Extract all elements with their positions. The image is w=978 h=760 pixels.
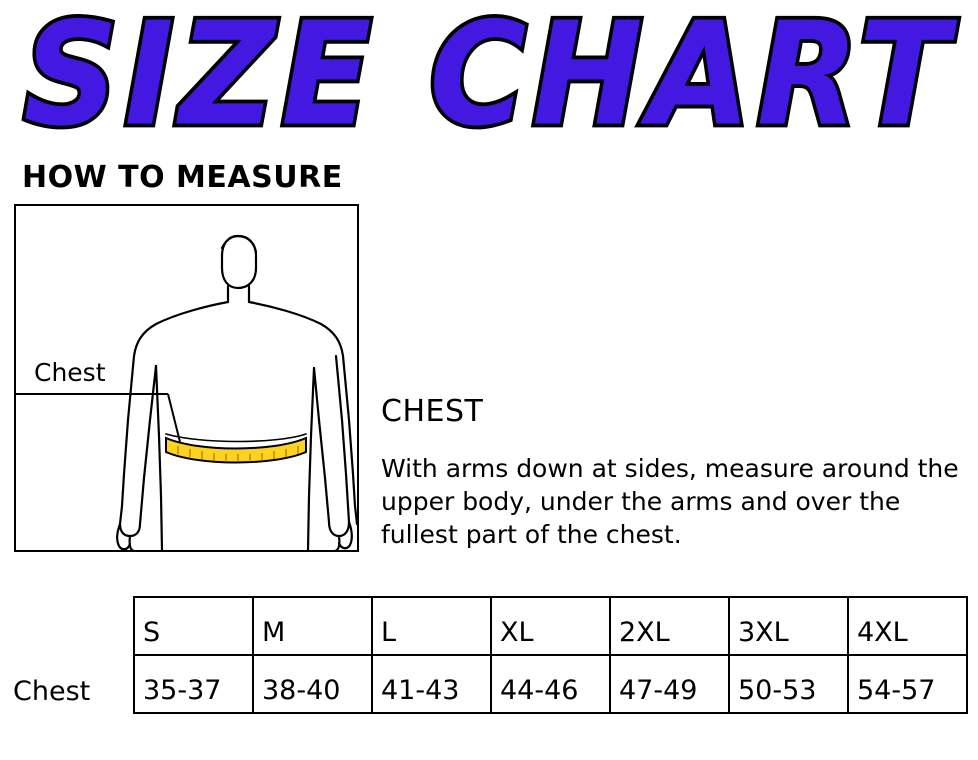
size-header-4xl: 4XL [848,597,967,655]
table-corner-cell [9,597,134,655]
size-header-l: L [372,597,491,655]
description-heading: CHEST [381,394,484,429]
table-header-row [9,597,967,655]
how-to-measure-heading: HOW TO MEASURE [22,160,343,195]
table-row [9,655,967,713]
size-header-m: M [253,597,372,655]
chest-value-2xl: 47-49 [610,655,729,713]
chest-value-3xl: 50-53 [729,655,848,713]
description-body: With arms down at sides, measure around the upper body, under the arms and over the fullest part of the chest. [381,454,959,549]
size-header-xl: XL [491,597,610,655]
size-header-3xl: 3XL [729,597,848,655]
chest-measure-label: Chest [34,358,106,387]
chest-value-l: 41-43 [372,655,491,713]
size-header-s: S [134,597,253,655]
row-label-chest: Chest [9,655,134,713]
page-title: SIZE CHART [23,0,955,159]
chest-value-4xl: 54-57 [848,655,967,713]
chest-value-s: 35-37 [134,655,253,713]
size-header-2xl: 2XL [610,597,729,655]
chest-value-m: 38-40 [253,655,372,713]
chest-value-xl: 44-46 [491,655,610,713]
size-table [9,596,968,714]
